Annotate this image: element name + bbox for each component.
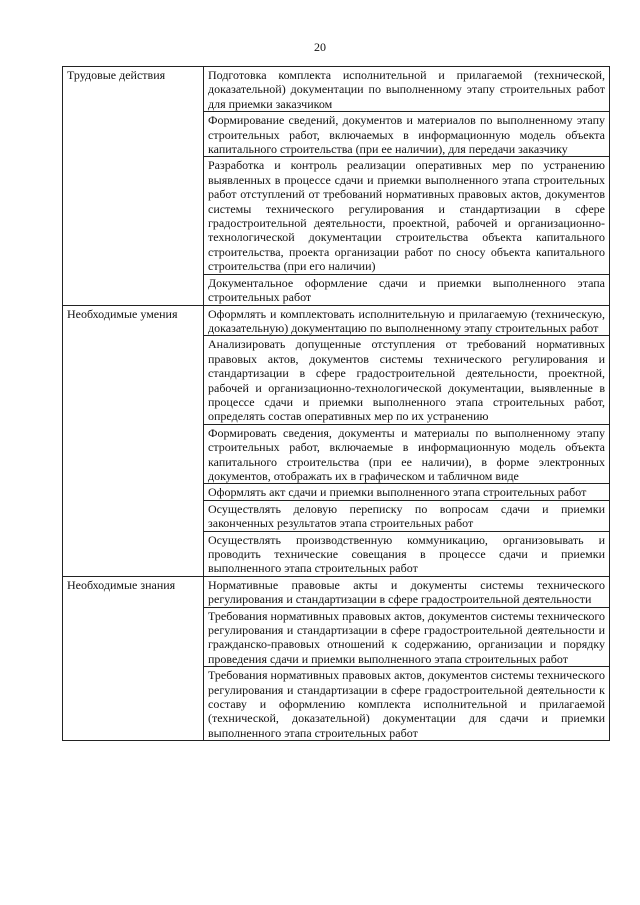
section-label-labor-actions: Трудовые действия — [63, 67, 204, 306]
labor-action-item: Документальное оформление сдачи и приемки выполненного этапа строительных работ — [204, 274, 610, 305]
skill-item: Оформлять акт сдачи и приемки выполненного этапа строительных работ — [204, 484, 610, 500]
knowledge-item: Нормативные правовые акты и документы системы технического регулирования и стандартизации в сфере градостроительной деятельности — [204, 576, 610, 607]
table-row — [63, 576, 610, 607]
skill-item: Анализировать допущенные отступления от требований нормативных правовых актов, документов системы технического регулирования и стандартизации в сфере градостроительной деятельности, проектной, рабочей и организационно-технологической документации, выявленные в процессе сдачи и приемки выполненного этапа строительных работ, определять состав оперативных мер по их устранению — [204, 336, 610, 424]
section-label-required-skills: Необходимые умения — [63, 305, 204, 576]
table-row — [63, 67, 610, 112]
knowledge-item: Требования нормативных правовых актов, документов системы технического регулирования и стандартизации в сфере градостроительной деятельности и гражданско-правовых отношений к содержанию, организации и порядку проведения сдачи и приемки выполненного этапа строительных работ — [204, 607, 610, 667]
knowledge-item: Требования нормативных правовых актов, документов системы технического регулирования и стандартизации в сфере градостроительной деятельности к составу и оформлению комплекта исполнительной и прилагаемой (технической, доказательной) документации для сдачи и приемки выполненного этапа строительных работ — [204, 667, 610, 741]
labor-action-item: Разработка и контроль реализации оперативных мер по устранению выявленных в процессе сдачи и приемки выполненного этапа строительных работ отступлений от требований нормативных правовых актов, документов системы технического регулирования и стандартизации в сфере градостроительной деятельности, проектной, рабочей и организационно-технологической документации строительства объекта капитального строительства, проекта организации работ по сносу объекта капитального строительства (при его наличии) — [204, 157, 610, 274]
skill-item: Осуществлять деловую переписку по вопросам сдачи и приемки законченных результатов этапа строительных работ — [204, 500, 610, 531]
skill-item: Осуществлять производственную коммуникацию, организовывать и проводить технические совещания в процессе сдачи и приемки выполненного этапа строительных работ — [204, 531, 610, 576]
page-number: 20 — [314, 40, 326, 54]
table-row — [63, 305, 610, 336]
labor-action-item: Подготовка комплекта исполнительной и прилагаемой (технической, доказательной) документации по выполненному этапу строительных работ для приемки заказчиком — [204, 67, 610, 112]
skill-item: Формировать сведения, документы и материалы по выполненному этапу строительных работ, включаемые в информационную модель объекта капитального строительства (при ее наличии), в форме электронных документов, отображать их в графическом и табличном виде — [204, 424, 610, 484]
qualification-table — [62, 66, 610, 741]
labor-action-item: Формирование сведений, документов и материалов по выполненному этапу строительных работ, включаемых в информационную модель объекта капитального строительства (при ее наличии), для передачи заказчику — [204, 112, 610, 157]
section-label-required-knowledge: Необходимые знания — [63, 576, 204, 740]
skill-item: Оформлять и комплектовать исполнительную и прилагаемую (техническую, доказательную) документацию по выполненному этапу строительных работ — [204, 305, 610, 336]
